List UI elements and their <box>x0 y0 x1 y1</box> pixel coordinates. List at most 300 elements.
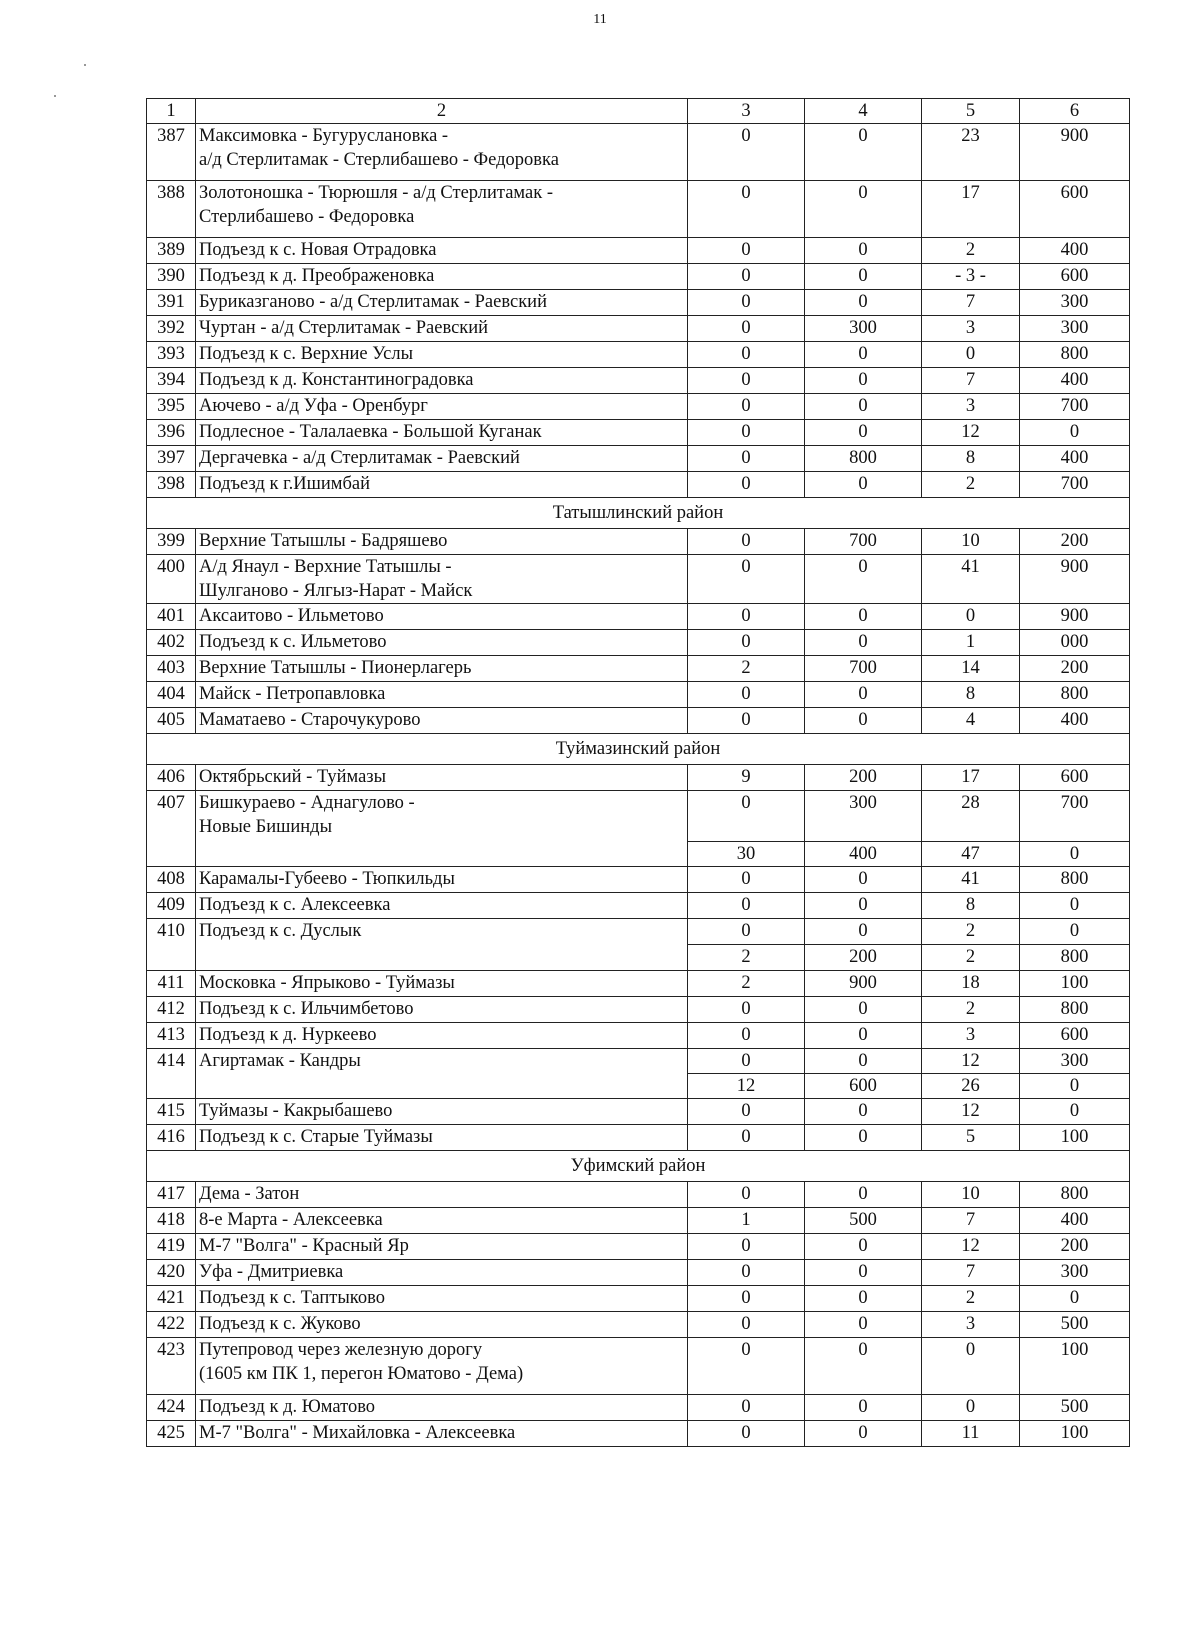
table-row <box>147 656 1130 682</box>
row-number: 402 <box>147 630 196 656</box>
value-cell-col5: 3 <box>922 316 1020 342</box>
value-cell-col3: 0 <box>688 708 805 734</box>
value-cell-col6: 200 <box>1020 1234 1130 1260</box>
value-cell-col3: 0 <box>688 529 805 555</box>
table-row <box>147 604 1130 630</box>
value-cell-col6: 700 <box>1020 472 1130 498</box>
row-number: 414 <box>147 1049 196 1099</box>
value-cell-col4: 0 <box>805 1234 922 1260</box>
value-cell-col3: 0 <box>688 1234 805 1260</box>
value-cell-col3: 0 <box>688 893 805 919</box>
value-cell-col4: 0 <box>805 1395 922 1421</box>
value-cell-col4: 0 <box>805 555 922 604</box>
row-number: 391 <box>147 290 196 316</box>
road-name: Путепровод через железную дорогу (1605 км ПК 1, перегон Юматово - Дема) <box>196 1338 688 1395</box>
value-cell-col6: 300 <box>1020 1049 1130 1074</box>
row-number: 396 <box>147 420 196 446</box>
value-cell-col6: 200 <box>1020 656 1130 682</box>
value-cell-col3: 0 <box>688 238 805 264</box>
row-number: 404 <box>147 682 196 708</box>
value-cell-col5: 7 <box>922 368 1020 394</box>
value-cell-col5: 41 <box>922 867 1020 893</box>
row-number: 416 <box>147 1125 196 1151</box>
row-number: 403 <box>147 656 196 682</box>
value-cell-col6: 900 <box>1020 555 1130 604</box>
value-cell-col5: 1 <box>922 630 1020 656</box>
section-row <box>147 498 1130 529</box>
road-name: Буриказганово - а/д Стерлитамак - Раевский <box>196 290 688 316</box>
row-number: 393 <box>147 342 196 368</box>
road-name: М-7 "Волга" - Красный Яр <box>196 1234 688 1260</box>
row-number: 422 <box>147 1312 196 1338</box>
value-cell-col3: 0 <box>688 1049 805 1074</box>
value-cell-col4: 0 <box>805 1125 922 1151</box>
value-cell-col3: 0 <box>688 290 805 316</box>
value-cell-col4: 200 <box>805 765 922 791</box>
row-number: 423 <box>147 1338 196 1395</box>
value-cell-col6: 600 <box>1020 181 1130 238</box>
value-cell-col3: 0 <box>688 555 805 604</box>
value-cell-col5: 2 <box>922 238 1020 264</box>
value-cell-col5: 7 <box>922 1208 1020 1234</box>
value-cell-col3: 12 <box>688 1074 805 1099</box>
value-cell-col4: 0 <box>805 919 922 945</box>
value-cell-col4: 0 <box>805 682 922 708</box>
value-cell-col6: 0 <box>1020 1074 1130 1099</box>
road-name: 8-е Марта - Алексеевка <box>196 1208 688 1234</box>
value-cell-col5: 47 <box>922 842 1020 867</box>
road-name: Подъезд к с. Ильчимбетово <box>196 997 688 1023</box>
value-cell-col5: 18 <box>922 971 1020 997</box>
value-cell-col6: 600 <box>1020 264 1130 290</box>
value-cell-col6: 0 <box>1020 1286 1130 1312</box>
table-row <box>147 420 1130 446</box>
value-cell-col3: 0 <box>688 919 805 945</box>
road-name: Подъезд к с. Таптыково <box>196 1286 688 1312</box>
value-cell-col3: 0 <box>688 316 805 342</box>
row-number: 405 <box>147 708 196 734</box>
value-cell-col5: 26 <box>922 1074 1020 1099</box>
table-row <box>147 791 1130 842</box>
table-row <box>147 124 1130 181</box>
road-name: Подъезд к г.Ишимбай <box>196 472 688 498</box>
value-cell-col5: 12 <box>922 1099 1020 1125</box>
road-name: Дергачевка - а/д Стерлитамак - Раевский <box>196 446 688 472</box>
value-cell-col5: 8 <box>922 893 1020 919</box>
road-name: А/д Янаул - Верхние Татышлы - Шулганово - Ялгыз-Нарат - Майск <box>196 555 688 604</box>
value-cell-col3: 0 <box>688 791 805 842</box>
table-row <box>147 682 1130 708</box>
page-number: 11 <box>593 12 607 27</box>
value-cell-col4: 0 <box>805 630 922 656</box>
scan-speck <box>54 95 56 97</box>
value-cell-col4: 0 <box>805 1099 922 1125</box>
table-row <box>147 1023 1130 1049</box>
value-cell-col4: 0 <box>805 290 922 316</box>
row-number: 418 <box>147 1208 196 1234</box>
value-cell-col4: 0 <box>805 238 922 264</box>
value-cell-col4: 0 <box>805 1421 922 1447</box>
table-row <box>147 1049 1130 1074</box>
value-cell-col4: 0 <box>805 604 922 630</box>
value-cell-col5: 2 <box>922 472 1020 498</box>
value-cell-col6: 0 <box>1020 1099 1130 1125</box>
road-name: Подъезд к с. Алексеевка <box>196 893 688 919</box>
table-row <box>147 919 1130 945</box>
value-cell-col5: 3 <box>922 1312 1020 1338</box>
value-cell-col6: 500 <box>1020 1312 1130 1338</box>
row-number: 411 <box>147 971 196 997</box>
road-name: Октябрьский - Туймазы <box>196 765 688 791</box>
value-cell-col6: 400 <box>1020 1208 1130 1234</box>
value-cell-col5: 10 <box>922 1182 1020 1208</box>
table-row <box>147 1208 1130 1234</box>
row-number: 394 <box>147 368 196 394</box>
road-name: М-7 "Волга" - Михайловка - Алексеевка <box>196 1421 688 1447</box>
table-header-row <box>147 99 1130 124</box>
value-cell-col4: 0 <box>805 1338 922 1395</box>
table-row <box>147 368 1130 394</box>
value-cell-col4: 0 <box>805 708 922 734</box>
value-cell-col5: 14 <box>922 656 1020 682</box>
road-name: Максимовка - Бугуруслановка - а/д Стерлитамак - Стерлибашево - Федоровка <box>196 124 688 181</box>
table-row <box>147 997 1130 1023</box>
value-cell-col4: 700 <box>805 529 922 555</box>
value-cell-col6: 000 <box>1020 630 1130 656</box>
column-header: 5 <box>922 99 1020 124</box>
column-header: 6 <box>1020 99 1130 124</box>
row-number: 390 <box>147 264 196 290</box>
table-row <box>147 1125 1130 1151</box>
row-number: 415 <box>147 1099 196 1125</box>
road-name: Верхние Татышлы - Бадряшево <box>196 529 688 555</box>
table-row <box>147 394 1130 420</box>
value-cell-col3: 0 <box>688 1312 805 1338</box>
road-name: Дема - Затон <box>196 1182 688 1208</box>
value-cell-col5: 8 <box>922 682 1020 708</box>
value-cell-col4: 0 <box>805 420 922 446</box>
road-name: Подъезд к д. Преображеновка <box>196 264 688 290</box>
row-number: 398 <box>147 472 196 498</box>
value-cell-col6: 0 <box>1020 919 1130 945</box>
value-cell-col5: 3 <box>922 1023 1020 1049</box>
value-cell-col5: 2 <box>922 997 1020 1023</box>
value-cell-col6: 700 <box>1020 791 1130 842</box>
value-cell-col5: 2 <box>922 945 1020 971</box>
value-cell-col3: 0 <box>688 1182 805 1208</box>
value-cell-col4: 500 <box>805 1208 922 1234</box>
road-name: Майск - Петропавловка <box>196 682 688 708</box>
row-number: 389 <box>147 238 196 264</box>
row-number: 387 <box>147 124 196 181</box>
table-row <box>147 529 1130 555</box>
value-cell-col4: 0 <box>805 1049 922 1074</box>
value-cell-col6: 700 <box>1020 394 1130 420</box>
value-cell-col5: 0 <box>922 342 1020 368</box>
value-cell-col3: 0 <box>688 342 805 368</box>
scan-speck <box>84 64 86 66</box>
value-cell-col6: 800 <box>1020 342 1130 368</box>
value-cell-col6: 100 <box>1020 1338 1130 1395</box>
table-row <box>147 472 1130 498</box>
value-cell-col3: 30 <box>688 842 805 867</box>
road-name: Подъезд к с. Дуслык <box>196 919 688 971</box>
value-cell-col4: 700 <box>805 656 922 682</box>
row-number: 421 <box>147 1286 196 1312</box>
value-cell-col5: 11 <box>922 1421 1020 1447</box>
value-cell-col4: 0 <box>805 368 922 394</box>
value-cell-col5: 7 <box>922 290 1020 316</box>
value-cell-col3: 0 <box>688 1286 805 1312</box>
value-cell-col4: 0 <box>805 1260 922 1286</box>
value-cell-col3: 0 <box>688 368 805 394</box>
value-cell-col3: 0 <box>688 867 805 893</box>
road-name: Подъезд к д. Юматово <box>196 1395 688 1421</box>
value-cell-col4: 0 <box>805 893 922 919</box>
value-cell-col5: 2 <box>922 919 1020 945</box>
value-cell-col4: 0 <box>805 472 922 498</box>
value-cell-col6: 600 <box>1020 1023 1130 1049</box>
value-cell-col5: 17 <box>922 181 1020 238</box>
value-cell-col4: 0 <box>805 1023 922 1049</box>
row-number: 420 <box>147 1260 196 1286</box>
row-number: 397 <box>147 446 196 472</box>
value-cell-col6: 800 <box>1020 867 1130 893</box>
value-cell-col3: 9 <box>688 765 805 791</box>
table-row <box>147 630 1130 656</box>
value-cell-col6: 500 <box>1020 1395 1130 1421</box>
value-cell-col6: 800 <box>1020 682 1130 708</box>
row-number: 408 <box>147 867 196 893</box>
road-name: Верхние Татышлы - Пионерлагерь <box>196 656 688 682</box>
value-cell-col4: 600 <box>805 1074 922 1099</box>
row-number: 395 <box>147 394 196 420</box>
value-cell-col6: 400 <box>1020 368 1130 394</box>
value-cell-col3: 0 <box>688 997 805 1023</box>
value-cell-col3: 0 <box>688 1125 805 1151</box>
row-number: 417 <box>147 1182 196 1208</box>
table-row <box>147 316 1130 342</box>
value-cell-col6: 200 <box>1020 529 1130 555</box>
value-cell-col5: 12 <box>922 1049 1020 1074</box>
section-title: Татышлинский район <box>147 498 1130 529</box>
row-number: 400 <box>147 555 196 604</box>
road-name: Подъезд к д. Нуркеево <box>196 1023 688 1049</box>
value-cell-col5: 28 <box>922 791 1020 842</box>
value-cell-col6: 900 <box>1020 604 1130 630</box>
row-number: 412 <box>147 997 196 1023</box>
row-number: 419 <box>147 1234 196 1260</box>
road-name: Аксаитово - Ильметово <box>196 604 688 630</box>
column-header: 4 <box>805 99 922 124</box>
table-row <box>147 971 1130 997</box>
value-cell-col4: 300 <box>805 791 922 842</box>
table-row <box>147 1099 1130 1125</box>
value-cell-col6: 800 <box>1020 997 1130 1023</box>
value-cell-col5: 0 <box>922 1338 1020 1395</box>
row-number: 399 <box>147 529 196 555</box>
value-cell-col4: 0 <box>805 342 922 368</box>
value-cell-col5: 5 <box>922 1125 1020 1151</box>
table-row <box>147 1182 1130 1208</box>
value-cell-col5: 4 <box>922 708 1020 734</box>
value-cell-col6: 300 <box>1020 290 1130 316</box>
value-cell-col6: 300 <box>1020 1260 1130 1286</box>
value-cell-col3: 0 <box>688 264 805 290</box>
value-cell-col6: 0 <box>1020 420 1130 446</box>
road-name: Подъезд к с. Жуково <box>196 1312 688 1338</box>
value-cell-col4: 0 <box>805 867 922 893</box>
value-cell-col4: 400 <box>805 842 922 867</box>
table-row <box>147 1260 1130 1286</box>
road-name: Подлесное - Талалаевка - Большой Куганак <box>196 420 688 446</box>
roads-table <box>146 98 1130 1447</box>
value-cell-col6: 100 <box>1020 1125 1130 1151</box>
road-name: Уфа - Дмитриевка <box>196 1260 688 1286</box>
row-number: 425 <box>147 1421 196 1447</box>
column-header: 1 <box>147 99 196 124</box>
value-cell-col6: 100 <box>1020 971 1130 997</box>
value-cell-col5: 17 <box>922 765 1020 791</box>
value-cell-col6: 400 <box>1020 446 1130 472</box>
value-cell-col5: - 3 - <box>922 264 1020 290</box>
road-name: Подъезд к д. Константиноградовка <box>196 368 688 394</box>
value-cell-col4: 200 <box>805 945 922 971</box>
road-name: Карамалы-Губеево - Тюпкильды <box>196 867 688 893</box>
value-cell-col5: 2 <box>922 1286 1020 1312</box>
table-row <box>147 708 1130 734</box>
value-cell-col5: 12 <box>922 420 1020 446</box>
value-cell-col4: 0 <box>805 1286 922 1312</box>
table-row <box>147 867 1130 893</box>
value-cell-col4: 0 <box>805 997 922 1023</box>
table-row <box>147 555 1130 604</box>
row-number: 413 <box>147 1023 196 1049</box>
road-name: Агиртамак - Кандры <box>196 1049 688 1099</box>
value-cell-col3: 0 <box>688 420 805 446</box>
row-number: 407 <box>147 791 196 867</box>
table-row <box>147 1338 1130 1395</box>
value-cell-col6: 400 <box>1020 708 1130 734</box>
table-row <box>147 290 1130 316</box>
value-cell-col4: 0 <box>805 124 922 181</box>
value-cell-col3: 0 <box>688 472 805 498</box>
value-cell-col5: 3 <box>922 394 1020 420</box>
road-name: Подъезд к с. Ильметово <box>196 630 688 656</box>
value-cell-col6: 0 <box>1020 842 1130 867</box>
value-cell-col3: 0 <box>688 1338 805 1395</box>
row-number: 406 <box>147 765 196 791</box>
table-row <box>147 181 1130 238</box>
value-cell-col3: 0 <box>688 682 805 708</box>
value-cell-col3: 0 <box>688 181 805 238</box>
value-cell-col4: 800 <box>805 446 922 472</box>
value-cell-col6: 800 <box>1020 1182 1130 1208</box>
value-cell-col3: 2 <box>688 971 805 997</box>
value-cell-col3: 0 <box>688 604 805 630</box>
value-cell-col3: 2 <box>688 945 805 971</box>
table-row <box>147 1395 1130 1421</box>
road-name: Золотоношка - Тюрюшля - а/д Стерлитамак - Стерлибашево - Федоровка <box>196 181 688 238</box>
row-number: 424 <box>147 1395 196 1421</box>
table-row <box>147 1421 1130 1447</box>
value-cell-col6: 400 <box>1020 238 1130 264</box>
table-row <box>147 765 1130 791</box>
table-row <box>147 238 1130 264</box>
value-cell-col5: 0 <box>922 604 1020 630</box>
value-cell-col4: 0 <box>805 181 922 238</box>
row-number: 392 <box>147 316 196 342</box>
value-cell-col5: 12 <box>922 1234 1020 1260</box>
value-cell-col3: 0 <box>688 446 805 472</box>
value-cell-col3: 0 <box>688 394 805 420</box>
value-cell-col3: 0 <box>688 1395 805 1421</box>
value-cell-col4: 0 <box>805 394 922 420</box>
value-cell-col4: 0 <box>805 264 922 290</box>
value-cell-col5: 0 <box>922 1395 1020 1421</box>
table-row <box>147 1234 1130 1260</box>
value-cell-col6: 100 <box>1020 1421 1130 1447</box>
value-cell-col4: 900 <box>805 971 922 997</box>
table-row <box>147 1286 1130 1312</box>
value-cell-col3: 0 <box>688 630 805 656</box>
road-name: Аючево - а/д Уфа - Оренбург <box>196 394 688 420</box>
value-cell-col3: 1 <box>688 1208 805 1234</box>
value-cell-col4: 300 <box>805 316 922 342</box>
row-number: 388 <box>147 181 196 238</box>
road-name: Маматаево - Старочукурово <box>196 708 688 734</box>
road-name: Подъезд к с. Новая Отрадовка <box>196 238 688 264</box>
value-cell-col3: 0 <box>688 1260 805 1286</box>
value-cell-col3: 0 <box>688 1099 805 1125</box>
road-name: Туймазы - Какрыбашево <box>196 1099 688 1125</box>
value-cell-col6: 600 <box>1020 765 1130 791</box>
section-row <box>147 1151 1130 1182</box>
value-cell-col3: 2 <box>688 656 805 682</box>
section-row <box>147 734 1130 765</box>
value-cell-col5: 7 <box>922 1260 1020 1286</box>
road-name: Подъезд к с. Верхние Услы <box>196 342 688 368</box>
value-cell-col5: 23 <box>922 124 1020 181</box>
table-row <box>147 342 1130 368</box>
value-cell-col5: 10 <box>922 529 1020 555</box>
value-cell-col6: 0 <box>1020 893 1130 919</box>
table-row <box>147 264 1130 290</box>
value-cell-col5: 41 <box>922 555 1020 604</box>
road-name: Московка - Япрыково - Туймазы <box>196 971 688 997</box>
value-cell-col4: 0 <box>805 1312 922 1338</box>
value-cell-col3: 0 <box>688 1421 805 1447</box>
road-name: Бишкураево - Аднагулово - Новые Бишинды <box>196 791 688 867</box>
value-cell-col6: 300 <box>1020 316 1130 342</box>
road-name: Подъезд к с. Старые Туймазы <box>196 1125 688 1151</box>
value-cell-col3: 0 <box>688 124 805 181</box>
value-cell-col3: 0 <box>688 1023 805 1049</box>
column-header: 3 <box>688 99 805 124</box>
value-cell-col4: 0 <box>805 1182 922 1208</box>
column-header: 2 <box>196 99 688 124</box>
row-number: 401 <box>147 604 196 630</box>
row-number: 409 <box>147 893 196 919</box>
row-number: 410 <box>147 919 196 971</box>
value-cell-col5: 8 <box>922 446 1020 472</box>
table-row <box>147 446 1130 472</box>
table-row <box>147 1312 1130 1338</box>
table-row <box>147 893 1130 919</box>
value-cell-col6: 800 <box>1020 945 1130 971</box>
road-name: Чуртан - а/д Стерлитамак - Раевский <box>196 316 688 342</box>
value-cell-col6: 900 <box>1020 124 1130 181</box>
